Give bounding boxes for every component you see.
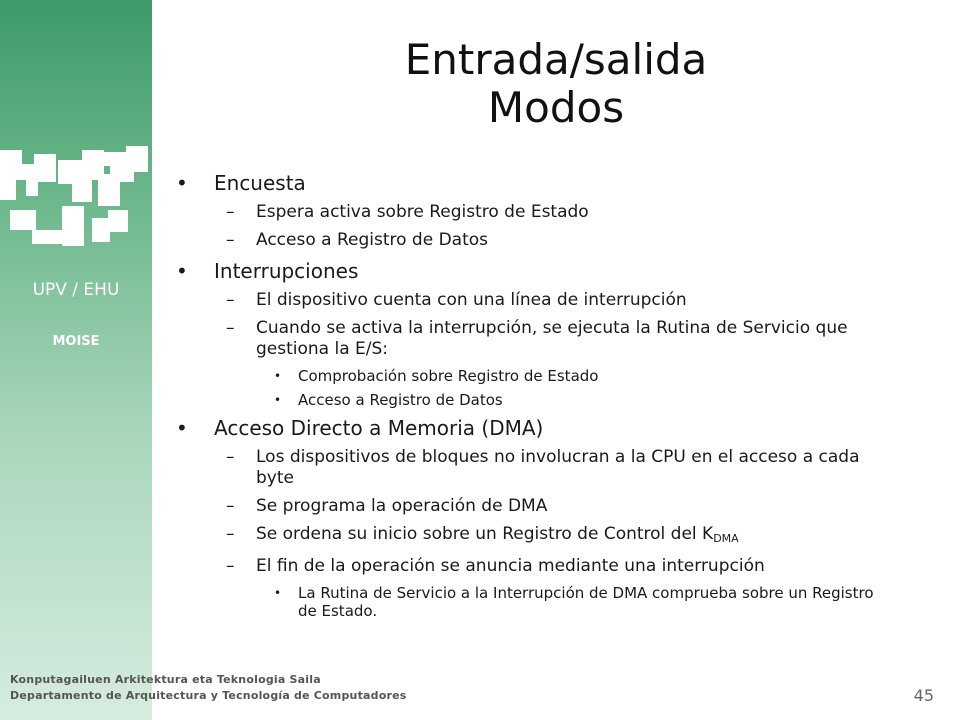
list-item-text: Acceso Directo a Memoria (DMA): [214, 416, 544, 440]
sub-list-item-text: El dispositivo cuenta con una línea de interrupción: [256, 290, 687, 310]
sub-list-item: [176, 202, 916, 223]
bullet-icon: •: [274, 393, 282, 407]
sub-list-item: [176, 447, 916, 489]
dash-icon: –: [226, 496, 235, 516]
dash-icon: –: [226, 230, 235, 250]
sub-list-item: [176, 556, 916, 577]
bullet-list: [176, 170, 916, 626]
org-name: UPV / EHU: [32, 280, 120, 300]
sub-list-item-text: Cuando se activa la interrupción, se ejecuta la Rutina de Servicio que gestiona la E/S:: [256, 318, 848, 359]
sub-sub-list-item-text: Acceso a Registro de Datos: [298, 391, 503, 409]
sub-sub-list-item: [176, 391, 916, 409]
dash-icon: –: [226, 318, 235, 338]
sub-list-item: [176, 290, 916, 311]
footer-line-2: Departamento de Arquitectura y Tecnología de Computadores: [10, 689, 407, 702]
page-number: 45: [913, 686, 934, 705]
footer-line-1: Konputagailuen Arkitektura eta Teknologia Saila: [10, 673, 321, 686]
sub-sub-list-item: [176, 584, 916, 620]
sidebar: [0, 0, 152, 720]
subscript-dma: DMA: [713, 532, 739, 545]
sub-list-item: [176, 496, 916, 517]
sub-list-item-text: Acceso a Registro de Datos: [256, 230, 489, 250]
dash-icon: –: [226, 524, 235, 544]
title-line-2: Modos: [487, 83, 625, 132]
list-item: [176, 258, 916, 284]
dash-icon: –: [226, 447, 235, 467]
footer: [10, 672, 407, 704]
unit-name: MOISE: [52, 334, 100, 349]
slide-title: [152, 36, 960, 132]
dash-icon: –: [226, 202, 235, 222]
sub-list-item-text: Los dispositivos de bloques no involucran a la CPU en el acceso a cada byte: [256, 447, 860, 488]
sub-sub-list-item-text: La Rutina de Servicio a la Interrupción de DMA comprueba sobre un Registro de Estado.: [298, 584, 874, 620]
bullet-icon: •: [176, 416, 188, 440]
bullet-icon: •: [176, 171, 188, 195]
bullet-icon: •: [274, 586, 282, 600]
sub-list-item: [176, 524, 916, 549]
sub-list-item-text: Espera activa sobre Registro de Estado: [256, 202, 589, 222]
dash-icon: –: [226, 556, 235, 576]
sub-sub-list-item: [176, 367, 916, 385]
sub-sub-list-item-text: Comprobación sobre Registro de Estado: [298, 367, 599, 385]
bullet-icon: •: [274, 369, 282, 383]
sub-list-item-text: Se programa la operación de DMA: [256, 496, 548, 516]
dash-icon: –: [226, 290, 235, 310]
upv-ehu-logo-icon: [0, 140, 152, 270]
bullet-icon: •: [176, 259, 188, 283]
list-item-text: Encuesta: [214, 171, 306, 195]
title-line-1: Entrada/salida: [404, 35, 708, 84]
list-item: [176, 170, 916, 196]
sub-list-item-text: El fin de la operación se anuncia mediante una interrupción: [256, 556, 765, 576]
sub-list-item: [176, 318, 916, 360]
list-item: [176, 415, 916, 441]
sub-list-item-text: Se ordena su inicio sobre un Registro de Control del K: [256, 524, 714, 544]
list-item-text: Interrupciones: [214, 259, 359, 283]
sub-list-item: [176, 230, 916, 251]
